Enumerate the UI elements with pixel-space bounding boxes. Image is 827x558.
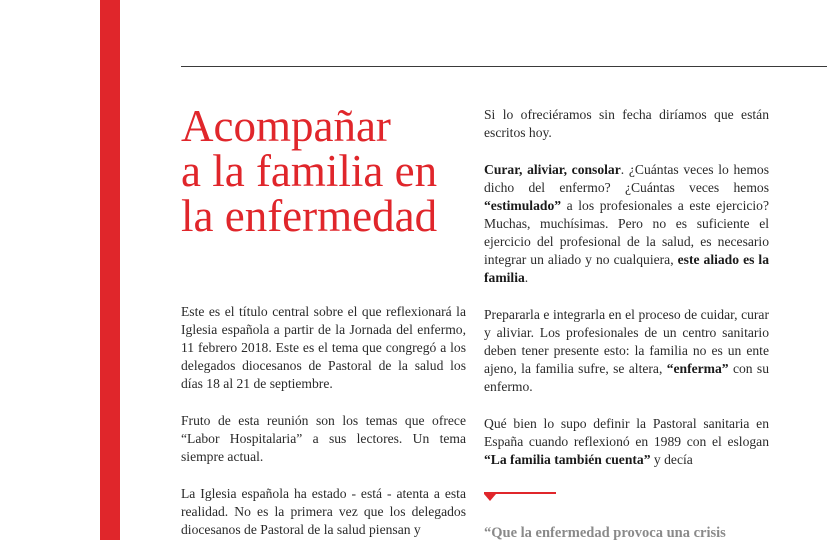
bold-phrase: Curar, aliviar, consolar	[484, 162, 621, 177]
text-run: . ¿Cuántas veces lo hemos dicho del enfermo? ¿Cuántas veces hemos	[484, 162, 769, 195]
article-title	[181, 101, 471, 241]
title-line: a la familia en	[181, 146, 438, 196]
body-paragraph: La Iglesia española ha estado - está - atenta a esta realidad. No es la primera vez que los delegados diocesanos de Pastoral de la salud piensan y	[181, 486, 466, 537]
body-paragraph: Si lo ofreciéramos sin fecha diríamos que están escritos hoy.	[484, 107, 769, 140]
pull-quote-marker	[484, 492, 556, 494]
body-paragraph	[484, 161, 769, 287]
bold-phrase: “enferma”	[666, 361, 729, 376]
text-run: y decía	[650, 452, 693, 467]
text-run: .	[524, 270, 529, 285]
right-column	[484, 106, 769, 488]
text-run: Prepararla e integrarla en el proceso de cuidar, curar y aliviar. Los profesionales de un centro sanitario deben tener presente esto: la familia no es un ente ajeno, la familia sufre, se altera,	[484, 307, 769, 376]
title-line: Acompañar	[181, 101, 391, 151]
body-paragraph: Este es el título central sobre el que reflexionará la Iglesia española a partir de la Jornada del enfermo, 11 febrero 2018. Este es el tema que congregó a los delegados diocesanos de Pastoral de la salud los días 18 al 21 de septiembre.	[181, 304, 466, 391]
text-run: con su enfermo.	[484, 361, 769, 394]
body-paragraph: Fruto de esta reunión son los temas que ofrece “Labor Hospitalaria” a sus lectores. Un tema siempre actual.	[181, 413, 466, 464]
header-rule	[181, 66, 827, 67]
text-run: a los profesionales a este ejercicio? Muchas, muchísimas. Pero no es suficiente el ejercicio del profesional de la salud, es necesario integrar un aliado y no cualquiera,	[484, 198, 769, 267]
title-line: la enfermedad	[181, 191, 438, 241]
body-paragraph	[484, 306, 769, 396]
body-paragraph	[484, 415, 769, 469]
bold-phrase: este aliado es la familia	[484, 252, 769, 285]
left-column	[181, 303, 466, 558]
bold-phrase: “La familia también cuenta”	[484, 452, 651, 467]
bold-phrase: “estimulado”	[484, 198, 562, 213]
pull-quote: “Que la enfermedad provoca una crisis	[484, 525, 726, 541]
red-margin-bar	[100, 0, 120, 540]
text-run: Qué bien lo supo definir la Pastoral sanitaria en España cuando reflexionó en 1989 con el eslogan	[484, 416, 769, 449]
